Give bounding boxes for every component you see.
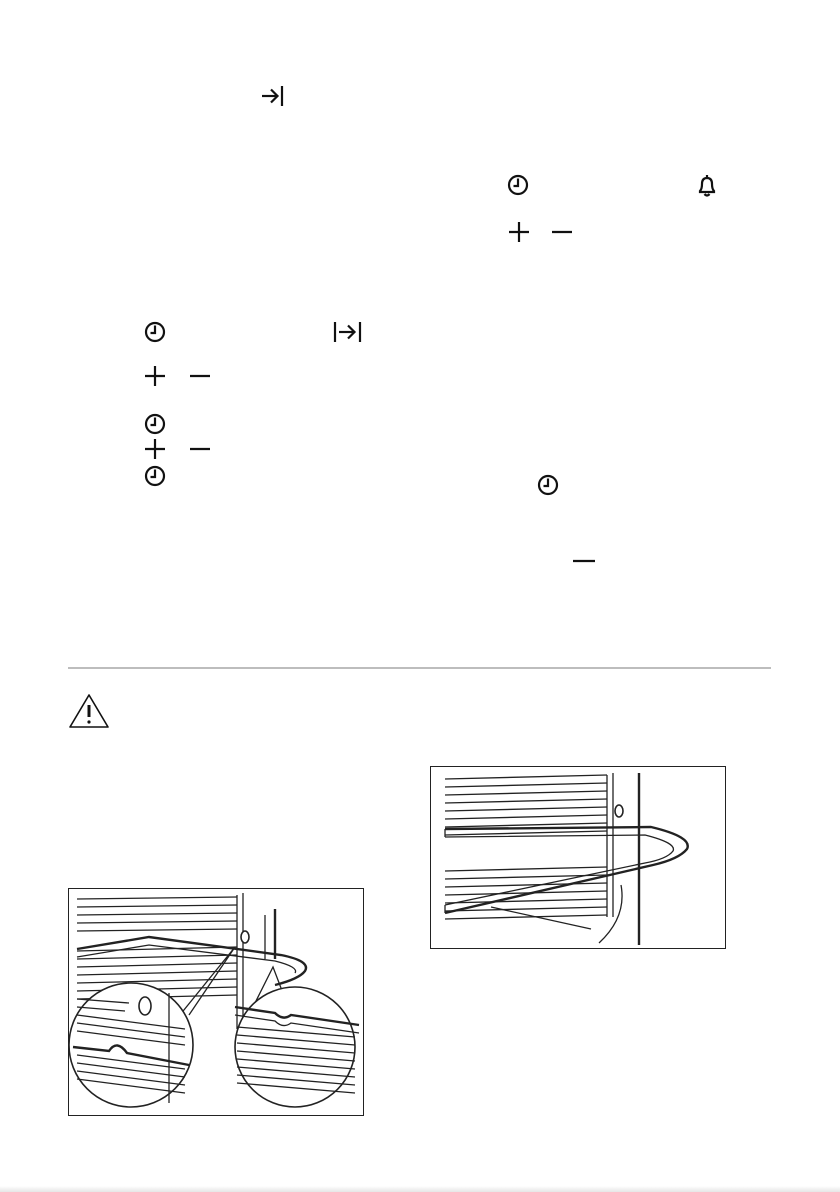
- section-divider: [68, 667, 771, 669]
- plus-icon: [509, 222, 529, 242]
- bell-icon: [697, 174, 717, 198]
- clock-icon: [144, 413, 166, 435]
- clock-icon: [507, 174, 529, 196]
- minus-icon: [190, 439, 210, 459]
- minus-icon: [190, 366, 210, 386]
- shelf-insertion-figure: [430, 766, 726, 949]
- page-bottom-edge: [0, 1186, 840, 1192]
- duration-icon: [334, 321, 362, 343]
- clock-icon: [537, 474, 559, 496]
- plus-icon: [145, 366, 165, 386]
- minus-icon: [552, 222, 572, 242]
- warning-icon: [68, 692, 110, 730]
- end-time-arrow-icon: [261, 85, 285, 107]
- clock-icon: [144, 321, 166, 343]
- minus-icon: [573, 551, 595, 571]
- shelf-support-detail-figure: [68, 888, 364, 1116]
- plus-icon: [145, 439, 165, 459]
- clock-icon: [144, 465, 166, 487]
